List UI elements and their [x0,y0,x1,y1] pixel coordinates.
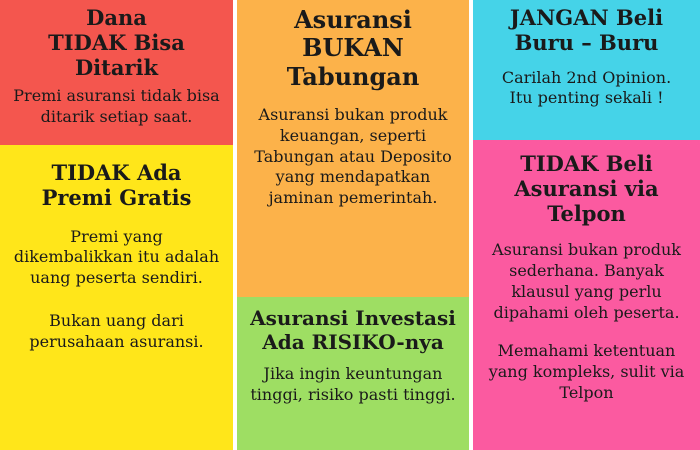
card-telpon-p2-line1: Memahami ketentuan [497,341,676,361]
card-tabungan-body-line5: jaminan pemerintah. [268,188,438,208]
card-premi-gratis-p1-line3: uang peserta sendiri. [30,268,203,288]
card-tabungan-title-line1: Asuransi [294,5,412,34]
card-dana-body [12,86,221,128]
card-dana-title [12,6,221,80]
card-tabungan-title-line2: BUKAN [302,33,404,63]
card-telpon-p1-line4: dipahami oleh peserta. [493,302,680,322]
card-premi-gratis-paragraph-2 [12,311,221,353]
card-buru-buru-body-line1: Carilah 2nd Opinion. [501,67,672,87]
card-tidak-beli-asuransi-via-telpon [473,140,700,450]
card-tabungan-title-line3: Tabungan [286,61,420,91]
card-investasi-title-line2: Ada RISIKO-nya [262,329,444,354]
card-asuransi-bukan-tabungan [237,0,469,297]
card-telpon-body [485,240,688,404]
card-telpon-title-line1: TIDAK Beli [520,151,653,176]
card-investasi-body-line2: tinggi, risiko pasti tinggi. [250,384,456,404]
card-telpon-p1-line3: klausul yang perlu [511,281,662,301]
card-tabungan-body-line4: yang mendapatkan [275,167,431,187]
card-asuransi-investasi-ada-risiko [237,297,469,450]
card-telpon-p2-line2: yang kompleks, sulit via [488,362,685,382]
card-premi-gratis-p1-line1: Premi yang [70,226,163,246]
card-jangan-beli-buru-buru [473,0,700,140]
card-investasi-title-line1: Asuransi Investasi [250,306,456,330]
card-tabungan-body [249,105,457,209]
card-premi-gratis-title-line1: TIDAK Ada [51,160,182,185]
card-premi-gratis-p2-line1: Bukan uang dari [49,310,184,330]
card-tabungan-body-line2: keuangan, seperti [279,125,427,145]
card-telpon-p1-line1: Asuransi bukan produk [492,240,681,260]
card-premi-gratis-title [12,161,221,211]
card-telpon-p2-line3: Telpon [559,383,614,403]
card-buru-buru-title-line2: Buru – Buru [514,29,659,55]
card-buru-buru-body [485,68,688,110]
card-tabungan-title [249,6,457,91]
card-investasi-body [249,364,457,406]
card-tidak-ada-premi-gratis [0,145,233,450]
card-dana-body-line1: Premi asuransi tidak bisa [13,86,220,106]
card-telpon-paragraph-2 [485,341,688,403]
card-telpon-title-line2: Asuransi via Telpon [514,175,659,226]
card-telpon-paragraph-1 [485,240,688,323]
card-investasi-body-line1: Jika ingin keuntungan [263,364,443,384]
column-middle [237,0,469,450]
card-tabungan-body-line1: Asuransi bukan produk [258,104,448,124]
card-tabungan-body-line3: Tabungan atau Deposito [254,146,452,166]
card-buru-buru-title [485,6,688,56]
column-left [0,0,233,450]
card-investasi-title [249,307,457,354]
card-buru-buru-title-line1: JANGAN Beli [509,5,664,30]
card-dana-title-line1: Dana [86,5,147,30]
card-telpon-title [485,152,688,226]
card-dana-body-line2: ditarik setiap saat. [40,107,193,127]
column-right [473,0,700,450]
card-dana-tidak-bisa-ditarik [0,0,233,145]
card-dana-title-line2: TIDAK Bisa Ditarik [48,29,185,80]
card-premi-gratis-body [12,227,221,353]
card-premi-gratis-title-line2: Premi Gratis [41,184,192,210]
card-buru-buru-body-line2: Itu penting sekali ! [509,88,664,108]
card-premi-gratis-p2-line2: perusahaan asuransi. [29,331,204,351]
card-premi-gratis-paragraph-1 [12,227,221,289]
card-telpon-p1-line2: sederhana. Banyak [509,261,664,281]
card-premi-gratis-p1-line2: dikembalikkan itu adalah [13,247,220,267]
